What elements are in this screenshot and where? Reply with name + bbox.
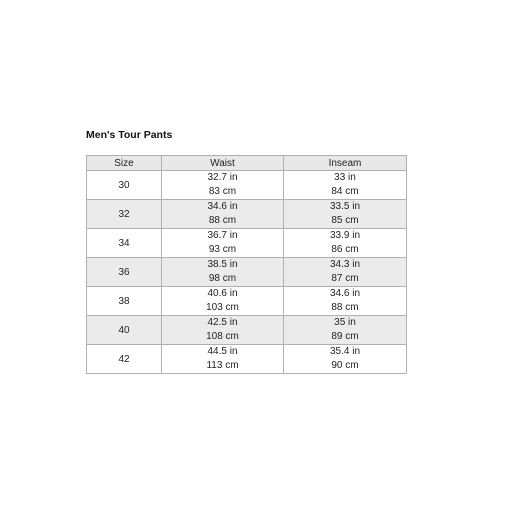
inseam-inches: 35.4 in xyxy=(329,346,361,357)
waist-cell xyxy=(162,200,284,229)
inseam-inches: 35 in xyxy=(334,317,356,328)
inseam-inches: 34.3 in xyxy=(329,259,361,270)
inseam-centimeters: 85 cm xyxy=(331,215,359,226)
waist-inches: 36.7 in xyxy=(207,230,238,241)
waist-centimeters: 83 cm xyxy=(208,186,237,197)
size-cell: 32 xyxy=(87,200,162,229)
inseam-cell xyxy=(284,200,407,229)
table-header-row xyxy=(87,156,407,171)
inseam-inches: 33.9 in xyxy=(329,230,361,241)
inseam-cell xyxy=(284,316,407,345)
waist-cell xyxy=(162,229,284,258)
inseam-inches: 33 in xyxy=(334,172,356,183)
inseam-centimeters: 86 cm xyxy=(331,244,359,255)
size-cell: 38 xyxy=(87,287,162,316)
table-row xyxy=(87,287,407,316)
table-row xyxy=(87,171,407,200)
inseam-cell xyxy=(284,345,407,374)
waist-centimeters: 108 cm xyxy=(206,331,239,342)
waist-centimeters: 88 cm xyxy=(208,215,237,226)
size-cell: 34 xyxy=(87,229,162,258)
inseam-cell xyxy=(284,229,407,258)
table-row xyxy=(87,316,407,345)
inseam-centimeters: 89 cm xyxy=(331,331,359,342)
waist-centimeters: 113 cm xyxy=(206,360,239,371)
waist-centimeters: 103 cm xyxy=(206,302,239,313)
header-inseam: Inseam xyxy=(284,156,407,171)
page-title: Men's Tour Pants xyxy=(86,129,173,141)
table-row xyxy=(87,200,407,229)
waist-cell xyxy=(162,171,284,200)
inseam-cell xyxy=(284,171,407,200)
waist-inches: 44.5 in xyxy=(207,346,238,357)
header-waist: Waist xyxy=(162,156,284,171)
waist-cell xyxy=(162,345,284,374)
waist-cell xyxy=(162,287,284,316)
waist-centimeters: 98 cm xyxy=(208,273,237,284)
waist-inches: 38.5 in xyxy=(207,259,238,270)
inseam-inches: 34.6 in xyxy=(329,288,361,299)
table-row xyxy=(87,258,407,287)
waist-inches: 40.6 in xyxy=(207,288,238,299)
inseam-centimeters: 87 cm xyxy=(331,273,359,284)
inseam-cell xyxy=(284,287,407,316)
waist-cell xyxy=(162,316,284,345)
size-cell: 30 xyxy=(87,171,162,200)
size-chart-table xyxy=(86,155,407,374)
inseam-inches: 33.5 in xyxy=(329,201,361,212)
waist-inches: 42.5 in xyxy=(207,317,238,328)
table-row xyxy=(87,229,407,258)
waist-centimeters: 93 cm xyxy=(208,244,237,255)
header-size: Size xyxy=(87,156,162,171)
inseam-centimeters: 88 cm xyxy=(331,302,359,313)
waist-cell xyxy=(162,258,284,287)
inseam-centimeters: 84 cm xyxy=(331,186,359,197)
table-row xyxy=(87,345,407,374)
inseam-cell xyxy=(284,258,407,287)
waist-inches: 32.7 in xyxy=(207,172,238,183)
size-cell: 42 xyxy=(87,345,162,374)
waist-inches: 34.6 in xyxy=(207,201,238,212)
size-cell: 40 xyxy=(87,316,162,345)
size-cell: 36 xyxy=(87,258,162,287)
inseam-centimeters: 90 cm xyxy=(331,360,359,371)
